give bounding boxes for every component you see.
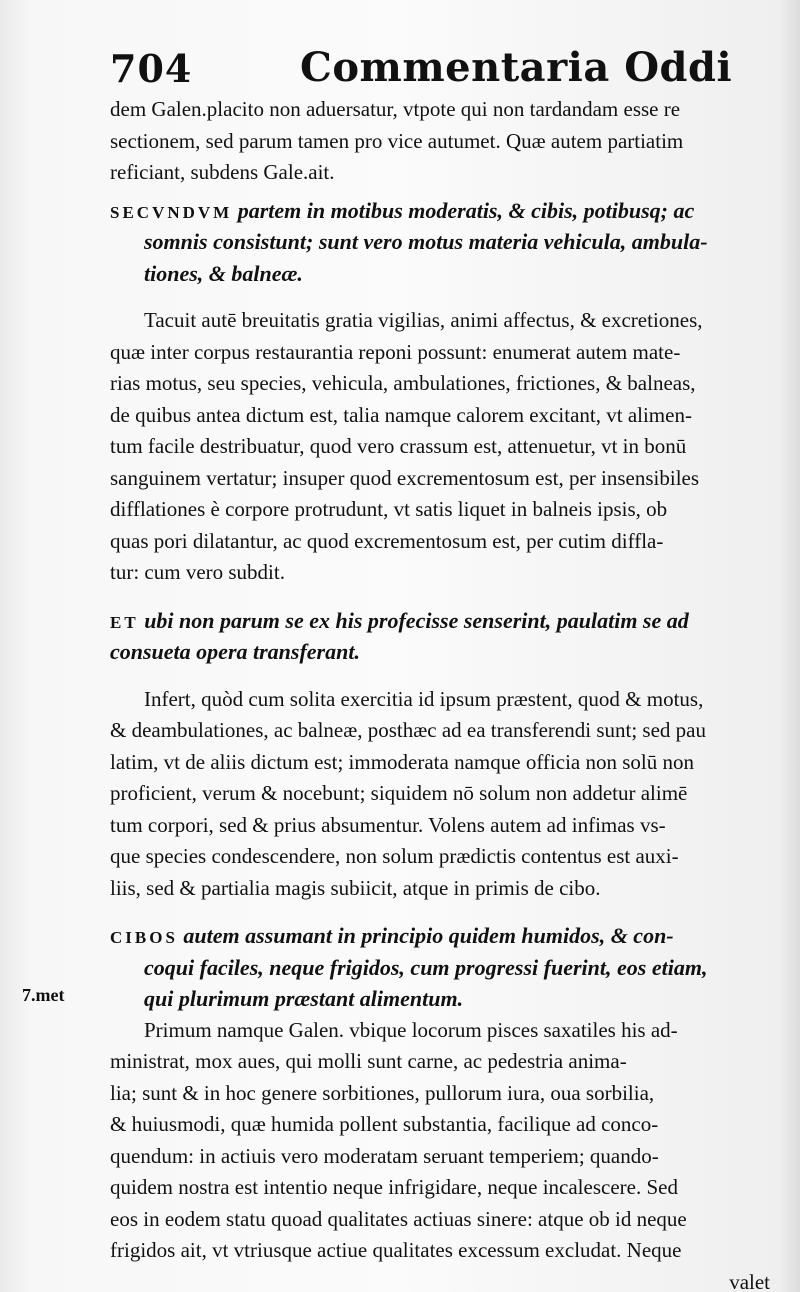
lemma-line: consueta opera transferant. <box>110 639 360 664</box>
lemma-lead: ET <box>110 612 139 632</box>
lemma-2 <box>110 605 770 668</box>
text-line: ministrat, mox aues, qui molli sunt carne, ac pedestria anima- <box>110 1049 627 1073</box>
running-head: Commentaria Oddi <box>300 44 733 91</box>
lemma-line: coqui faciles, neque frigidos, cum progressi fuerint, eos etiam, <box>144 954 708 980</box>
margin-note: 7.met <box>22 985 65 1005</box>
paragraph-2 <box>110 305 770 589</box>
text-line: proficient, verum & nocebunt; siquidem nō solum non addetur alimē <box>110 781 688 805</box>
page-number: 704 <box>110 46 193 91</box>
text-line: reficiant, subdens Gale.ait. <box>110 160 335 184</box>
paragraph-4 <box>110 1015 770 1292</box>
lemma-lead: SECVNDVM <box>110 202 233 222</box>
text-line: tum facile destribuatur, quod vero crassum est, attenuetur, vt in bonū <box>110 434 687 458</box>
text-line: latim, vt de aliis dictum est; immoderata namque officia non solū non <box>110 749 694 774</box>
paragraph-1 <box>110 94 770 189</box>
lemma-line: tiones, & balneæ. <box>144 260 303 286</box>
text-line: difflationes è corpore protrudunt, vt satis liquet in balneis ipsis, ob <box>110 497 668 521</box>
text-line: sectionem, sed parum tamen pro vice autumet. Quæ autem partiatim <box>110 128 684 153</box>
text-line: tur: cum vero subdit. <box>110 560 285 584</box>
lemma-text: partem in motibus moderatis, & cibis, potibusq; ac <box>237 197 695 223</box>
text-line: lia; sunt & in hoc genere sorbitiones, pullorum iura, oua sorbilia, <box>110 1080 655 1105</box>
text-line: quæ inter corpus restaurantia reponi possunt: enumerat autem mate- <box>110 339 681 364</box>
lemma-1 <box>110 195 770 290</box>
text-line: quendum: in actiuis vero moderatam seruant temperiem; quando- <box>110 1143 659 1168</box>
text-line: dem Galen.placito non aduersatur, vtpote qui non tardandam esse re <box>110 97 681 121</box>
text-line: Primum namque Galen. vbique locorum pisces saxatiles his ad- <box>144 1017 678 1042</box>
lemma-lead: CIBOS <box>110 928 178 947</box>
lemma-line: somnis consistunt; sunt vero motus materia vehicula, ambula- <box>144 229 708 254</box>
catchword: valet <box>729 1269 770 1292</box>
text-line: de quibus antea dictum est, talia namque calorem excitant, vt alimen- <box>110 402 692 427</box>
lemma-text: autem assumant in principio quidem humidos, & con- <box>183 923 674 948</box>
text-line: eos in eodem statu quoad qualitates actiuas sinere: atque ob id neque <box>110 1206 687 1231</box>
text-line: que species condescendere, non solum prædictis contentus est auxi- <box>110 844 679 868</box>
lemma-line: qui plurimum præstant alimentum. <box>144 986 464 1011</box>
text-line: liis, sed & partialia magis subiicit, atque in primis de cibo. <box>110 875 601 900</box>
text-line: sanguinem vertatur; insuper quod excrementosum est, per insensibiles <box>110 465 700 490</box>
paragraph-3 <box>110 684 770 905</box>
text-line: Infert, quòd cum solita exercitia id ipsum præstent, quod & motus, <box>144 686 704 711</box>
page-body <box>110 94 770 1292</box>
text-line: quidem nostra est intentio neque infrigidare, neque incalescere. Sed <box>110 1175 678 1199</box>
lemma-3 <box>110 920 770 1015</box>
text-line: rias motus, seu species, vehicula, ambulationes, frictiones, & balneas, <box>110 371 696 395</box>
lemma-text: ubi non parum se ex his profecisse senserint, paulatim se ad <box>144 607 689 633</box>
text-line: & deambulationes, ac balneæ, posthæc ad ea transferendi sunt; sed pau <box>110 718 706 742</box>
text-line: Tacuit autē breuitatis gratia vigilias, animi affectus, & excretiones, <box>144 308 703 332</box>
text-line: & huiusmodi, quæ humida pollent substantia, facilique ad conco- <box>110 1112 659 1136</box>
text-line: quas pori dilatantur, ac quod excrementosum est, per cutim diffla- <box>110 528 664 553</box>
page-header <box>110 40 770 100</box>
text-line: tum corpori, sed & prius absumentur. Volens autem ad infimas vs- <box>110 812 666 837</box>
text-line: frigidos ait, vt vtriusque actiue qualitates excessum excludat. Neque <box>110 1238 682 1262</box>
